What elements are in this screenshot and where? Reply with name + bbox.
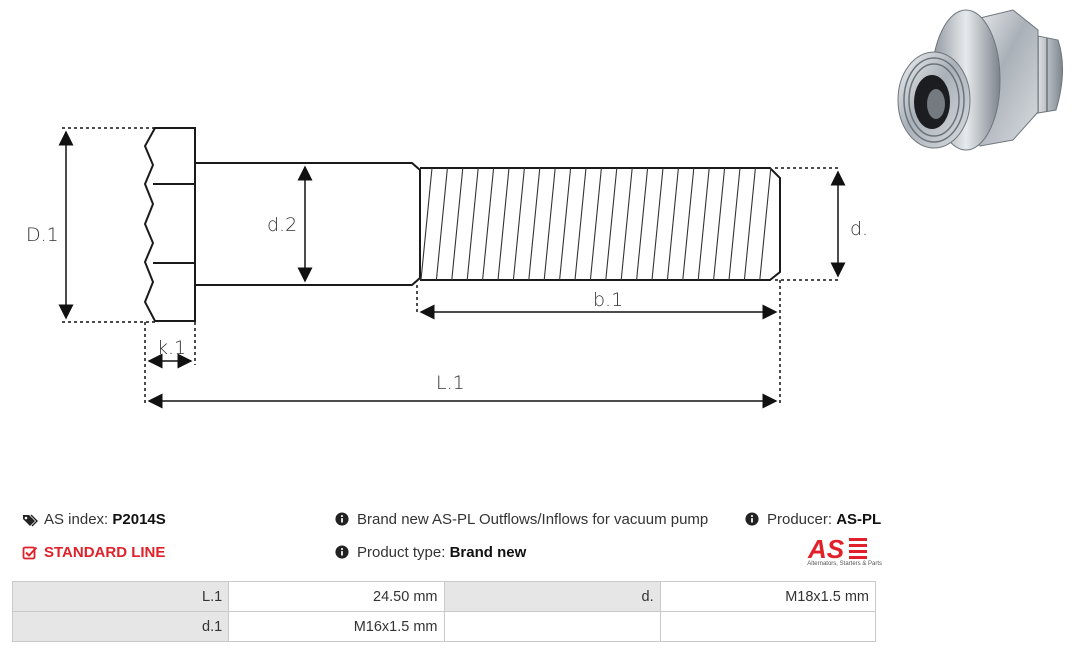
thread-line [467, 168, 478, 280]
label-d: d. [850, 218, 869, 240]
spec-key: d.1 [13, 612, 229, 642]
thread-line [421, 168, 432, 280]
spec-value [660, 612, 875, 642]
thread-line [560, 168, 571, 280]
product-photo [888, 0, 1074, 158]
logo-subtext: Alternators, Starters & Parts [807, 561, 882, 567]
table-row [13, 582, 876, 612]
as-index [22, 511, 166, 528]
info-circle-icon [335, 545, 351, 561]
thread-line [544, 168, 555, 280]
label-D1: D.1 [26, 224, 59, 246]
as-index-label: AS index: [44, 511, 109, 528]
thread-line [621, 168, 632, 280]
spec-key: L.1 [13, 582, 229, 612]
thread-lines [421, 168, 771, 280]
spec-key [444, 612, 660, 642]
specs-table [12, 581, 876, 642]
product-type [335, 544, 526, 561]
producer [745, 511, 881, 528]
standard-line-badge [22, 544, 165, 561]
thread-line [744, 168, 755, 280]
thread-line [683, 168, 694, 280]
thread-line [698, 168, 709, 280]
product-type-label: Product type: [357, 544, 446, 561]
thread-line [729, 168, 740, 280]
thread-line [575, 168, 586, 280]
product-description [335, 511, 708, 528]
thread-line [436, 168, 447, 280]
thread-line [483, 168, 494, 280]
thread-line [529, 168, 540, 280]
description-text: Brand new AS-PL Outflows/Inflows for vacuum pump [357, 511, 709, 528]
thread-line [606, 168, 617, 280]
thread-line [590, 168, 601, 280]
thread-line [513, 168, 524, 280]
thread-line [637, 168, 648, 280]
svg-text:AS: AS [808, 534, 845, 564]
label-k1: k.1 [157, 337, 187, 359]
spec-value: 24.50 mm [229, 582, 444, 612]
check-square-icon [22, 545, 38, 561]
thread-line [652, 168, 663, 280]
label-d2: d.2 [267, 214, 298, 236]
table-row [13, 612, 876, 642]
thread-line [667, 168, 678, 280]
product-type-value: Brand new [449, 544, 527, 561]
spec-key: d. [444, 582, 660, 612]
tags-icon [22, 512, 38, 528]
spec-value: M18x1.5 mm [660, 582, 875, 612]
thread-line [714, 168, 725, 280]
standard-line-label: STANDARD LINE [44, 544, 166, 561]
as-index-value: P2014S [112, 511, 166, 528]
thread-line [452, 168, 463, 280]
info-circle-icon [745, 512, 761, 528]
info-circle-icon [335, 512, 351, 528]
spec-value: M16x1.5 mm [229, 612, 444, 642]
label-b1: b.1 [593, 289, 624, 311]
producer-value: AS-PL [836, 511, 882, 528]
thread-line [760, 168, 771, 280]
producer-label: Producer: [767, 511, 833, 528]
label-L1: L.1 [436, 372, 465, 394]
thread-line [498, 168, 509, 280]
